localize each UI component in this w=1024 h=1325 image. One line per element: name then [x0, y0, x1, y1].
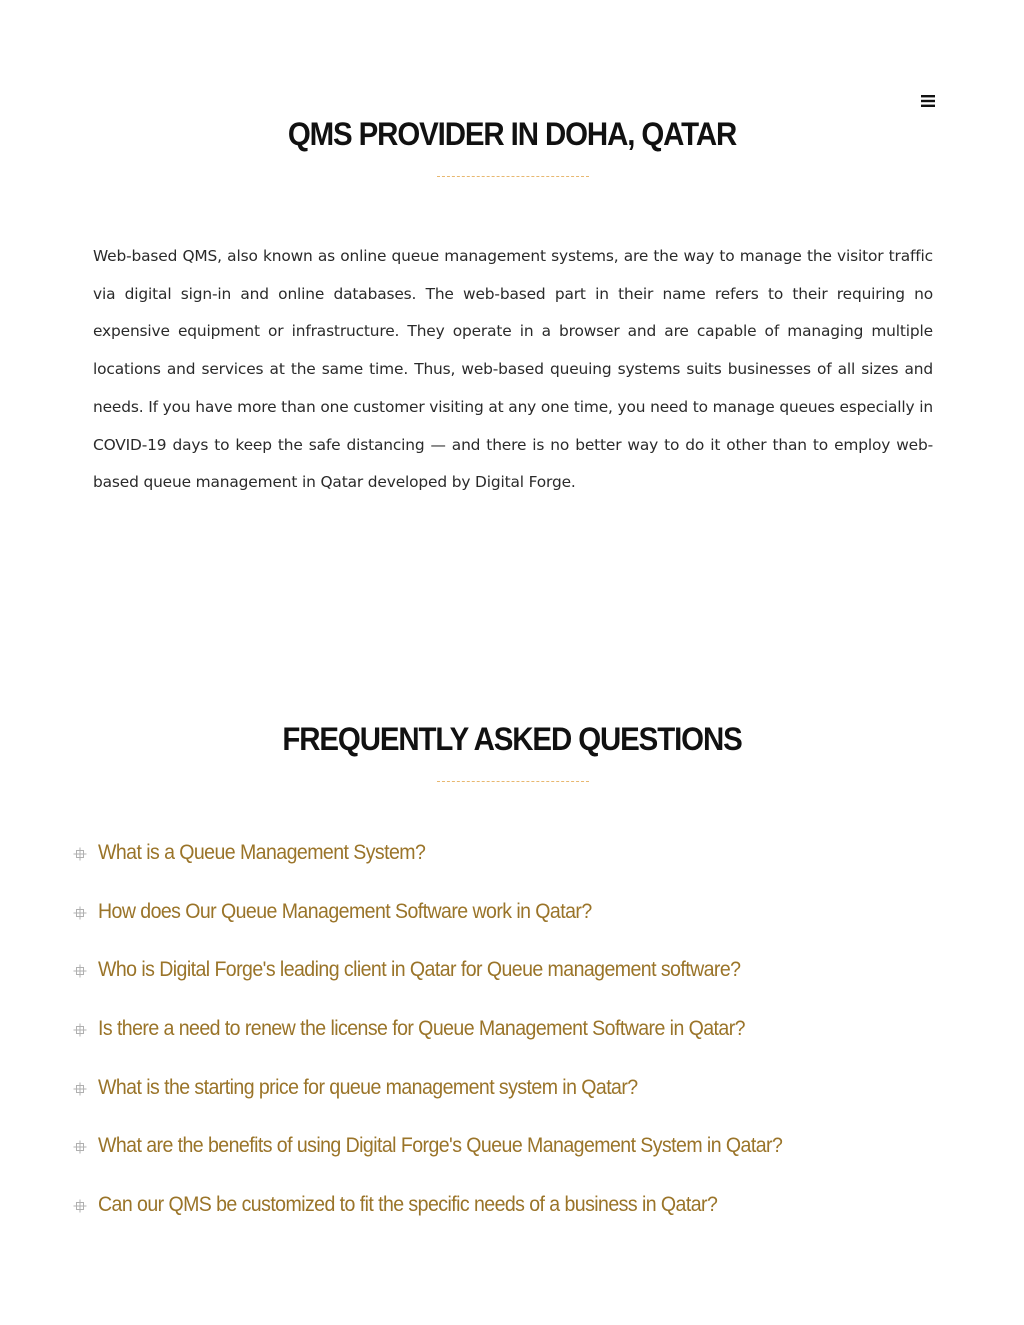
plus-cross-icon	[72, 905, 88, 921]
faq-item[interactable]	[72, 837, 972, 896]
faq-item[interactable]	[72, 1130, 972, 1189]
plus-cross-icon	[72, 1198, 88, 1214]
faq-item[interactable]	[72, 1072, 972, 1131]
faq-question: Can our QMS be customized to fit the specific needs of a business in Qatar?	[98, 1193, 718, 1217]
faq-question: Is there a need to renew the license for Queue Management Software in Qatar?	[98, 1017, 745, 1041]
faq-item[interactable]	[72, 1189, 972, 1248]
hamburger-menu-icon	[918, 92, 938, 110]
faq-question: What is the starting price for queue management system in Qatar?	[98, 1075, 638, 1099]
menu-button[interactable]	[918, 92, 938, 110]
faq-item[interactable]	[72, 1013, 972, 1072]
faq-item[interactable]	[72, 896, 972, 955]
plus-cross-icon	[72, 963, 88, 979]
faq-list	[72, 837, 972, 1248]
intro-paragraph: Web-based QMS, also known as online queue management systems, are the way to manage the visitor traffic via digital sign-in and online databases. The web-based part in their name refers to their requiring no expensive equipment or infrastructure. They operate in a browser and are capable of managing multiple locations and services at the same time. Thus, web-based queuing systems suits businesses of all sizes and needs. If you have more than one customer visiting at any one time, you need to manage queues especially in COVID-19 days to keep the safe distancing — and there is no better way to do it other than to employ web-based queue management in Qatar developed by Digital Forge.	[93, 247, 933, 492]
faq-question: How does Our Queue Management Software work in Qatar?	[98, 899, 592, 923]
faq-title-divider	[437, 781, 589, 782]
plus-cross-icon	[72, 1139, 88, 1155]
faq-question: Who is Digital Forge's leading client in Qatar for Queue management software?	[98, 958, 741, 982]
plus-cross-icon	[72, 1081, 88, 1097]
plus-cross-icon	[72, 846, 88, 862]
faq-question: What is a Queue Management System?	[98, 841, 426, 864]
page-title: QMS PROVIDER IN DOHA, QATAR	[287, 116, 737, 152]
faq-question: What are the benefits of using Digital Forge's Queue Management System in Qatar?	[98, 1134, 783, 1158]
title-divider	[437, 176, 589, 177]
faq-title: FREQUENTLY ASKED QUESTIONS	[282, 721, 742, 757]
plus-cross-icon	[72, 1022, 88, 1038]
faq-item[interactable]	[72, 954, 972, 1013]
